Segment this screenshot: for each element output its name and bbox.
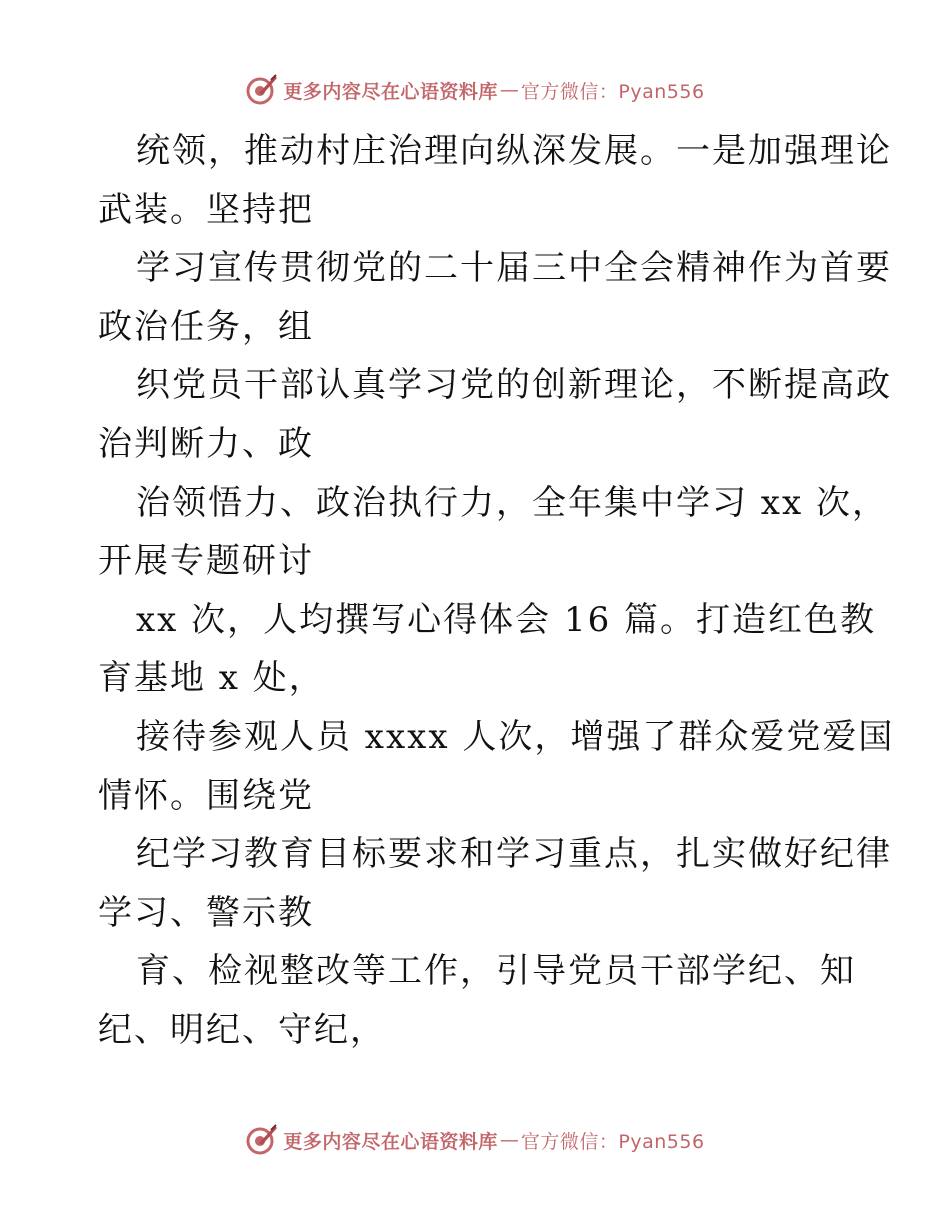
paragraph-line: 育基地 x 处， xyxy=(98,658,325,699)
paragraph-line: 纪学习教育目标要求和学习重点，扎实做好纪律 xyxy=(136,834,892,875)
banner-separator: — xyxy=(499,79,519,101)
paragraph-line: 学习宣传贯彻党的二十届三中全会精神作为首要 xyxy=(136,248,892,289)
paragraph-line: 治领悟力、政治执行力，全年集中学习 xx 次， xyxy=(136,482,888,523)
quill-seal-icon xyxy=(245,1123,279,1157)
banner-contact: 官方微信：Pyan556 xyxy=(520,80,705,103)
paragraph-line: 育、检视整改等工作，引导党员干部学纪、知 xyxy=(136,951,856,992)
paragraph-line: 开展专题研讨 xyxy=(98,541,314,582)
banner-title: 更多内容尽在心语资料库 xyxy=(283,80,498,103)
banner-title: 更多内容尽在心语资料库 xyxy=(283,1130,498,1153)
document-body xyxy=(98,122,895,1060)
paragraph-line: xx 次，人均撰写心得体会 16 篇。打造红色教 xyxy=(136,599,877,640)
paragraph-line: 统领，推动村庄治理向纵深发展。一是加强理论 xyxy=(136,131,892,171)
paragraph-line: 接待参观人员 xxxx 人次，增强了群众爱党爱国 xyxy=(136,716,895,757)
paragraph-line: 武装。坚持把 xyxy=(98,189,314,230)
banner-separator: — xyxy=(499,1129,519,1151)
paragraph-line: 学习、警示教 xyxy=(98,892,314,933)
paragraph-line: 情怀。围绕党 xyxy=(98,775,314,816)
paragraph-line: 纪、明纪、守纪， xyxy=(98,1009,386,1050)
paragraph-line: 治判断力、政 xyxy=(98,423,314,464)
header-banner xyxy=(0,72,950,108)
paragraph-line: 政治任务，组 xyxy=(98,306,314,347)
paragraph-line: 织党员干部认真学习党的创新理论，不断提高政 xyxy=(136,365,892,406)
footer-banner xyxy=(0,1122,950,1158)
quill-seal-icon xyxy=(245,73,279,107)
banner-contact: 官方微信：Pyan556 xyxy=(520,1130,705,1153)
